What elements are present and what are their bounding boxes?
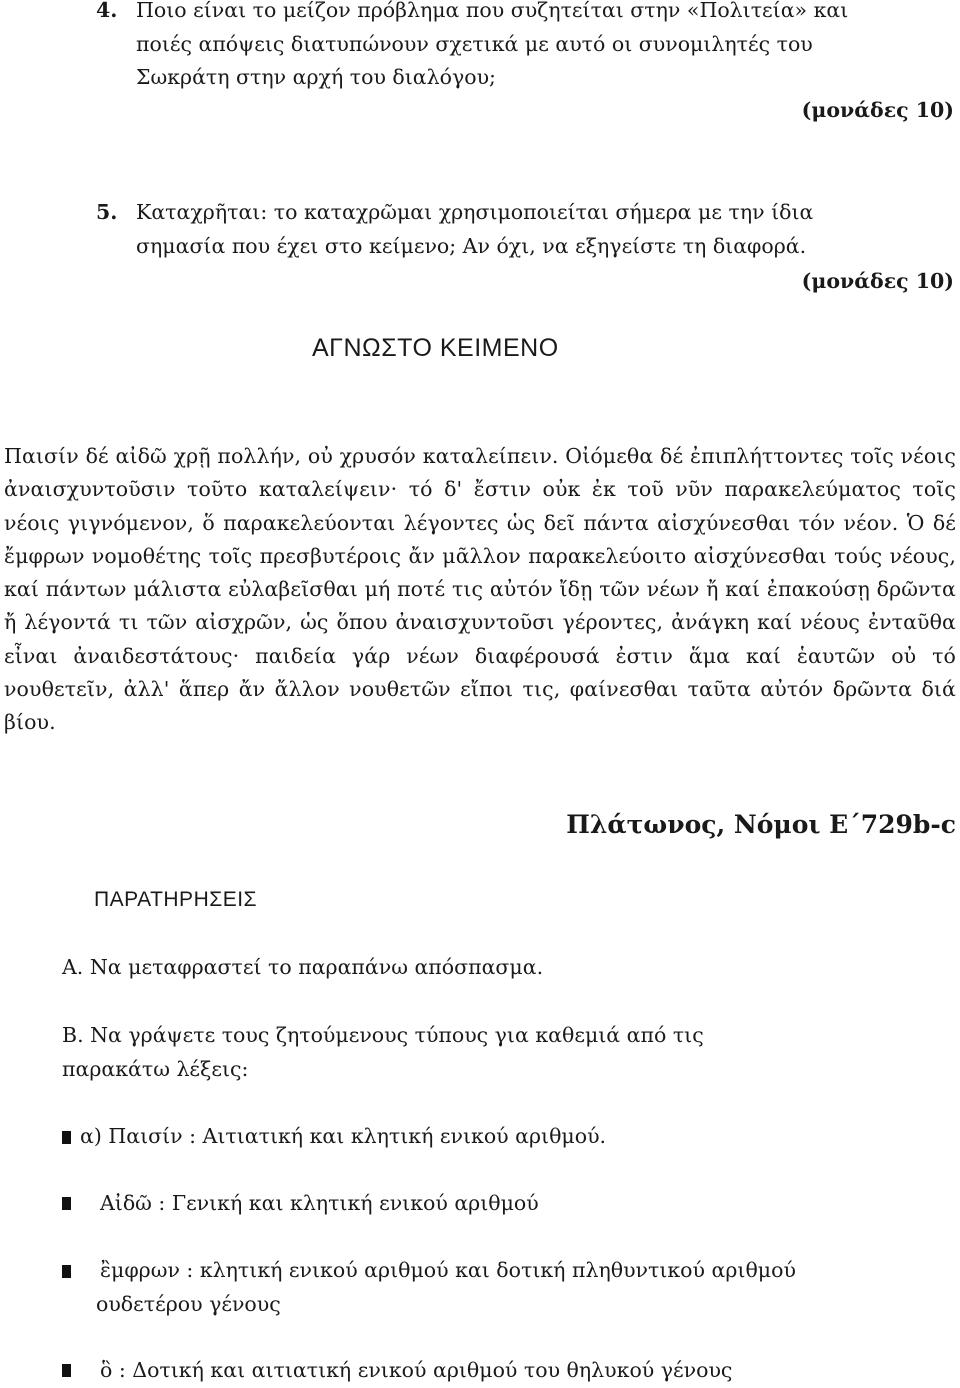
section-heading: ΑΓΝΩΣΤΟ ΚΕΙΜΕΝΟ (312, 334, 559, 362)
question-4-line: Ποιο είναι το μείζον πρόβλημα που συζητείται στην «Πολιτεία» και (136, 0, 849, 22)
list-item-line: Αἰδῶ : Γενική και κλητική ενικού αριθμού (100, 1191, 539, 1215)
list-item-line: ὃ : Δοτική και αιτιατική ενικού αριθμού του θηλυκού γένους (100, 1358, 733, 1382)
question-4-number: 4. (96, 0, 118, 22)
question-4-marks: (μονάδες 10) (801, 98, 954, 122)
question-4-line: ποιές απόψεις διατυπώνουν σχετικά με αυτό οι συνομιλητές του (136, 31, 813, 56)
question-5-number: 5. (96, 200, 118, 224)
bullet-icon (62, 1364, 71, 1377)
question-4-line: Σωκράτη στην αρχή του διαλόγου; (136, 65, 496, 89)
question-5-marks: (μονάδες 10) (801, 269, 954, 293)
task-b-line: παρακάτω λέξεις: (62, 1056, 249, 1081)
list-item (80, 1120, 954, 1154)
ancient-greek-passage: Παισίν δέ αἰδῶ χρῇ πολλήν, οὐ χρυσόν καταλείπειν. Οἰόμεθα δέ ἐπιπλήττοντες τοῖς νέοις ἀναισχυντοῦσιν τοῦτο καταλείψειν· τό δ' ἔστιν οὐκ ἐκ τοῦ νῦν παρακελεύματος τοῖς νέοις γιγνόμενον, ὅ παρακελεύονται λέγοντες ὡς δεῖ πάντα αἰσχύνεσθαι τόν νέον. Ὁ δέ ἔμφρων νομοθέτης τοῖς πρεσβυτέροις ἄν μᾶλλον παρακελεύοιτο αἰσχύνεσθαι τούς νέους, καί πάντων μάλιστα εὐλαβεῖσθαι μή ποτέ τις αὐτόν ἴδῃ τῶν νέων ἤ καί ἐπακούσῃ δρῶντα ἤ λέγοντά τι τῶν αἰσχρῶν, ὡς ὅπου ἀναισχυντοῦσι γέροντες, ἀνάγκη καί νέους ἐνταῦθα εἶναι ἀναιδεστάτους· παιδεία γάρ νέων διαφέρουσά ἐστιν ἅμα καί ἑαυτῶν οὐ τό νουθετεῖν, ἀλλ' ἅπερ ἄν ἄλλον νουθετῶν εἴποι τις, φαίνεσθαι ταῦτα αὐτόν δρῶντα διά βίου. (4, 444, 956, 735)
bullet-icon (62, 1265, 71, 1278)
list-item (96, 1254, 954, 1321)
question-4-text (136, 0, 954, 95)
task-a: Α. Να μεταφραστεί το παραπάνω απόσπασμα. (62, 955, 544, 979)
question-5-line: σημασία που έχει στο κείμενο; Αν όχι, να εξηγείστε τη διαφορά. (136, 233, 807, 258)
list-item (100, 1187, 954, 1221)
list-item (100, 1354, 954, 1388)
task-b-line: Β. Να γράψετε τους ζητούμενους τύπους για καθεμιά από τις (62, 1023, 704, 1047)
bullet-icon (62, 1197, 71, 1210)
list-item-line: ουδετέρου γένους (96, 1291, 281, 1316)
notes-title: ΠΑΡΑΤΗΡΗΣΕΙΣ (94, 888, 258, 911)
question-5-text (136, 196, 954, 263)
list-item-line: α) Παισίν : Αιτιατική και κλητική ενικού αριθμού. (80, 1124, 607, 1148)
bullet-icon (62, 1131, 71, 1144)
list-item-line: ἒμφρων : κλητική ενικού αριθμού και δοτική πληθυντικού αριθμού (100, 1258, 796, 1282)
source-citation: Πλάτωνος, Νόμοι Ε΄729b-c (566, 810, 956, 839)
task-b (62, 1019, 704, 1086)
question-5-line: Καταχρῆται: το καταχρῶμαι χρησιμοποιείται σήμερα με την ίδια (136, 200, 814, 224)
